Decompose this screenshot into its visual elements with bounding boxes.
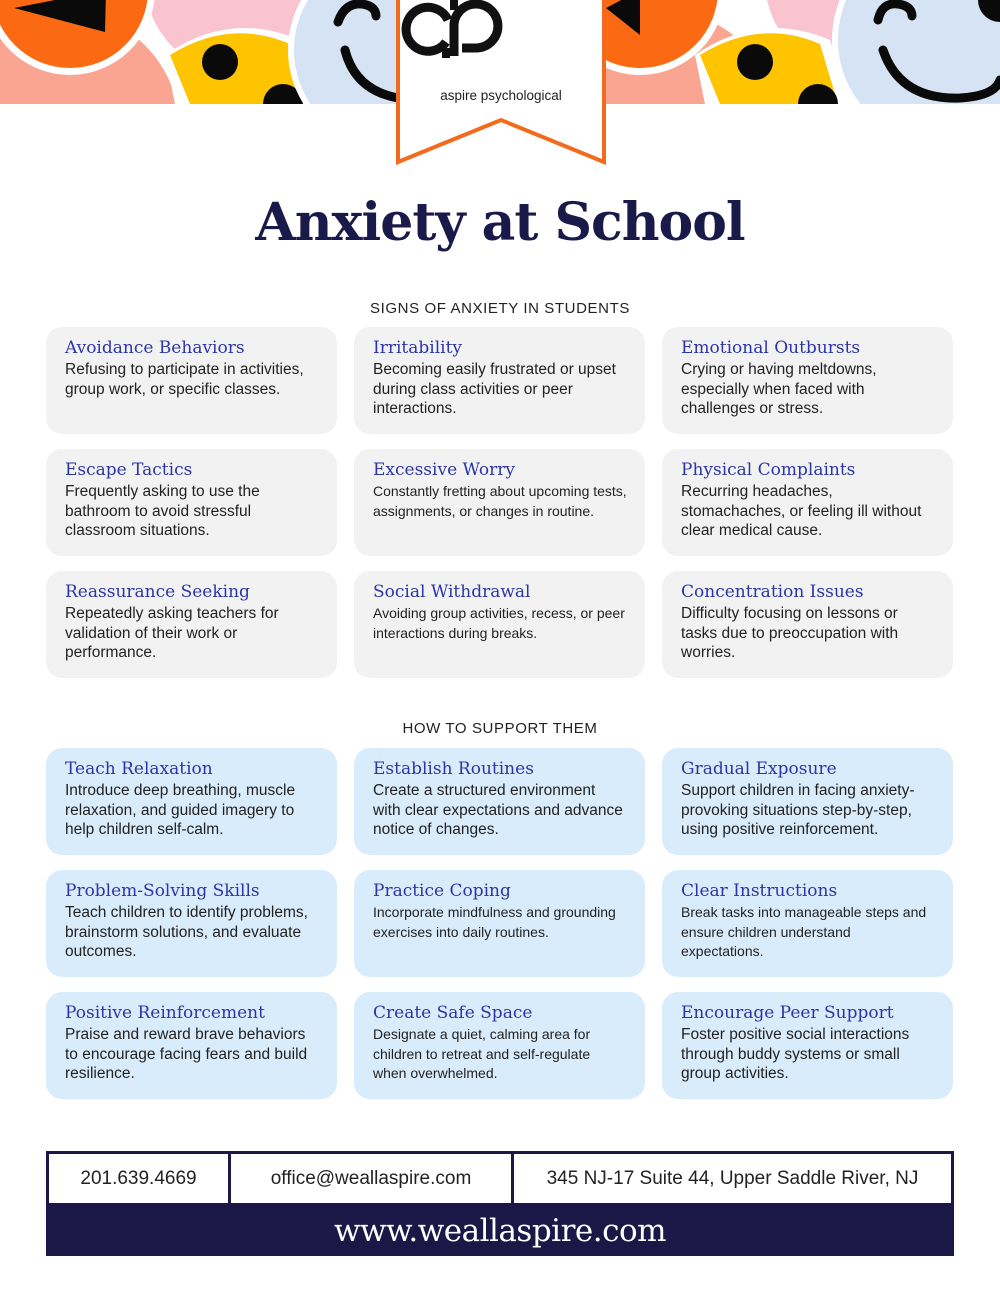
card-body: Refusing to participate in activities, group work, or specific classes. <box>65 361 304 398</box>
aspire-logo-icon <box>396 0 524 62</box>
website-link[interactable]: www.weallaspire.com <box>333 1213 667 1249</box>
card-title: Practice Coping <box>373 881 511 901</box>
card-body: Foster positive social interactions through buddy systems or small group activities. <box>681 1026 910 1082</box>
card-body: Difficulty focusing on lessons or tasks due to preoccupation with worries. <box>681 605 899 661</box>
support-grid <box>46 748 954 1099</box>
card-body: Incorporate mindfulness and grounding exercises into daily routines. <box>373 904 616 940</box>
card-body: Crying or having meltdowns, especially when faced with challenges or stress. <box>681 361 877 417</box>
sign-card <box>354 449 645 556</box>
card-title: Irritability <box>373 338 463 358</box>
contact-row <box>49 1154 951 1203</box>
sign-card <box>354 571 645 678</box>
card-body: Avoiding group activities, recess, or peer interactions during breaks. <box>373 605 625 641</box>
support-card <box>662 870 953 977</box>
support-card <box>46 992 337 1099</box>
sign-card <box>46 449 337 556</box>
brand-name: aspire psychological <box>440 88 562 103</box>
card-body: Support children in facing anxiety-provoking situations step-by-step, using positive reinforcement. <box>681 782 915 838</box>
sign-card <box>46 327 337 434</box>
card-body: Create a structured environment with clear expectations and advance notice of changes. <box>373 782 623 838</box>
sign-card <box>662 327 953 434</box>
email-address[interactable]: office@weallaspire.com <box>231 1154 511 1203</box>
card-body: Constantly fretting about upcoming tests, assignments, or changes in routine. <box>373 483 627 519</box>
card-title: Reassurance Seeking <box>65 582 250 602</box>
card-title: Excessive Worry <box>373 460 515 480</box>
card-title: Create Safe Space <box>373 1003 533 1023</box>
card-title: Teach Relaxation <box>65 759 213 779</box>
card-body: Recurring headaches, stomachaches, or feeling ill without clear medical cause. <box>681 483 922 539</box>
logo-ribbon <box>396 0 606 168</box>
street-address: 345 NJ-17 Suite 44, Upper Saddle River, NJ <box>514 1154 951 1203</box>
card-title: Clear Instructions <box>681 881 838 901</box>
card-body: Teach children to identify problems, brainstorm solutions, and evaluate outcomes. <box>65 904 308 960</box>
card-body: Frequently asking to use the bathroom to avoid stressful classroom situations. <box>65 483 260 539</box>
signs-section-heading: SIGNS OF ANXIETY IN STUDENTS <box>370 300 630 317</box>
support-card <box>46 748 337 855</box>
card-title: Escape Tactics <box>65 460 193 480</box>
sign-card <box>354 327 645 434</box>
card-title: Emotional Outbursts <box>681 338 861 358</box>
phone-number[interactable]: 201.639.4669 <box>49 1154 228 1203</box>
card-title: Positive Reinforcement <box>65 1003 265 1023</box>
support-card <box>46 870 337 977</box>
page-title: Anxiety at School <box>255 192 745 253</box>
signs-grid <box>46 327 954 678</box>
support-card <box>354 870 645 977</box>
support-card <box>662 992 953 1099</box>
card-title: Gradual Exposure <box>681 759 837 779</box>
card-title: Problem-Solving Skills <box>65 881 260 901</box>
card-title: Physical Complaints <box>681 460 856 480</box>
sign-card <box>662 449 953 556</box>
card-body: Designate a quiet, calming area for children to retreat and self-regulate when overwhelmed. <box>373 1026 591 1081</box>
support-card <box>354 992 645 1099</box>
card-title: Encourage Peer Support <box>681 1003 894 1023</box>
card-body: Introduce deep breathing, muscle relaxation, and guided imagery to help children self-calm. <box>65 782 296 838</box>
sign-card <box>46 571 337 678</box>
card-body: Praise and reward brave behaviors to encourage facing fears and build resilience. <box>65 1026 308 1082</box>
card-body: Break tasks into manageable steps and ensure children understand expectations. <box>681 904 927 959</box>
contact-footer <box>46 1151 954 1256</box>
support-section-heading: HOW TO SUPPORT THEM <box>402 720 598 737</box>
card-body: Repeatedly asking teachers for validation of their work or performance. <box>65 605 279 661</box>
card-body: Becoming easily frustrated or upset during class activities or peer interactions. <box>373 361 616 417</box>
card-title: Avoidance Behaviors <box>65 338 245 358</box>
card-title: Establish Routines <box>373 759 534 779</box>
support-card <box>662 748 953 855</box>
sign-card <box>662 571 953 678</box>
card-title: Concentration Issues <box>681 582 864 602</box>
support-card <box>354 748 645 855</box>
card-title: Social Withdrawal <box>373 582 531 602</box>
